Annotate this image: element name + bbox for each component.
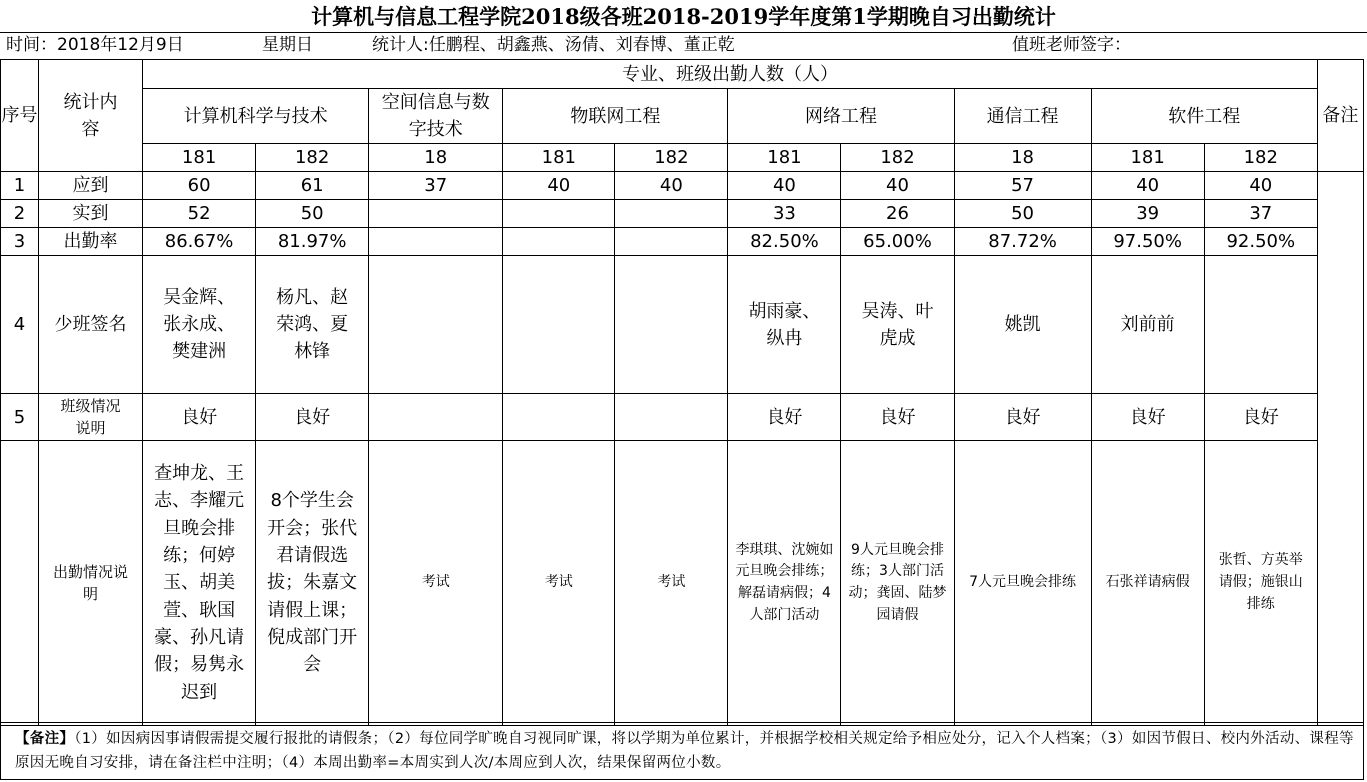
row-seq: 3 [1, 228, 39, 256]
teacher-signature-label: 值班老师签字： [1012, 35, 1131, 55]
row-label: 出勤情况说明 [39, 441, 143, 726]
footnote [0, 722, 1364, 780]
row-cell: 良好 [256, 394, 369, 441]
row-cell: 26 [841, 200, 954, 228]
row-seq: 5 [1, 394, 39, 441]
row-cell [369, 228, 503, 256]
row-cell: 50 [954, 200, 1091, 228]
footnote-text: （1）如因病因事请假需提交履行报批的请假条；（2）每位同学旷晚自习视同旷课，将以学期为单位累计，并根据学校相关规定给予相应处分，记入个人档案；（3）如因节假日、校内外活动、课程等原因无晚自习安排，请在备注栏中注明；（4）本周出勤率=本周实到人次/本周应到人次，结果保留两位小数。 [15, 731, 1354, 771]
major-header: 网络工程 [728, 89, 954, 144]
row-cell [615, 200, 728, 228]
content-header: 统计内容 [39, 60, 143, 172]
class-header: 181 [503, 144, 615, 172]
row-seq: 4 [1, 256, 39, 394]
row-cell: 81.97% [256, 228, 369, 256]
row-cell: 查坤龙、王志、李耀元旦晚会排练；何婷玉、胡美萱、耿国豪、孙凡请假；易隽永迟到 [143, 441, 256, 726]
table-row [1, 256, 1364, 394]
row-cell: 61 [256, 172, 369, 200]
row-label: 少班签名 [39, 256, 143, 394]
row-cell: 9人元旦晚会排练；3人部门活动；龚固、陆梦园请假 [841, 441, 954, 726]
attendance-table [0, 59, 1364, 726]
class-header: 181 [728, 144, 841, 172]
row-label: 班级情况说明 [39, 394, 143, 441]
row-cell: 胡雨豪、纵冉 [728, 256, 841, 394]
row-cell: 吴金辉、张永成、樊建洲 [143, 256, 256, 394]
row-cell: 8个学生会开会；张代君请假选拔；朱嘉文请假上课；倪成部门开会 [256, 441, 369, 726]
row-cell: 92.50% [1204, 228, 1317, 256]
group-header: 专业、班级出勤人数（人） [143, 60, 1318, 89]
weekday-label: 星期日 [262, 35, 313, 55]
row-cell: 40 [1091, 172, 1204, 200]
row-cell: 良好 [1204, 394, 1317, 441]
class-header: 182 [841, 144, 954, 172]
major-header: 计算机科学与技术 [143, 89, 369, 144]
footnote-label: 【备注】 [15, 731, 75, 747]
row-seq: 2 [1, 200, 39, 228]
row-cell: 考试 [615, 441, 728, 726]
row-seq: 1 [1, 172, 39, 200]
row-cell: 考试 [369, 441, 503, 726]
row-cell [369, 256, 503, 394]
row-cell: 张哲、方英举请假；施银山排练 [1204, 441, 1317, 726]
row-cell [503, 200, 615, 228]
row-cell: 40 [841, 172, 954, 200]
row-cell [615, 256, 728, 394]
row-cell: 82.50% [728, 228, 841, 256]
row-cell: 石张祥请病假 [1091, 441, 1204, 726]
row-cell: 60 [143, 172, 256, 200]
remark-header: 备注 [1317, 60, 1363, 172]
class-header: 182 [1204, 144, 1317, 172]
row-cell [369, 200, 503, 228]
class-header: 182 [256, 144, 369, 172]
row-cell: 良好 [728, 394, 841, 441]
row-cell: 33 [728, 200, 841, 228]
table-row [1, 228, 1364, 256]
row-cell: 良好 [954, 394, 1091, 441]
date-label: 时间：2018年12月9日 [6, 35, 184, 55]
row-cell [503, 394, 615, 441]
row-cell: 57 [954, 172, 1091, 200]
class-header: 18 [369, 144, 503, 172]
class-header: 182 [615, 144, 728, 172]
row-cell: 37 [369, 172, 503, 200]
row-cell: 40 [615, 172, 728, 200]
row-label: 应到 [39, 172, 143, 200]
row-cell: 姚凯 [954, 256, 1091, 394]
row-cell: 50 [256, 200, 369, 228]
class-header: 18 [954, 144, 1091, 172]
row-cell: 39 [1091, 200, 1204, 228]
row-cell [503, 228, 615, 256]
table-row [1, 172, 1364, 200]
row-cell: 37 [1204, 200, 1317, 228]
table-row [1, 200, 1364, 228]
seq-header: 序号 [1, 60, 39, 172]
row-cell [369, 394, 503, 441]
row-cell: 40 [1204, 172, 1317, 200]
row-cell: 97.50% [1091, 228, 1204, 256]
row-cell: 考试 [503, 441, 615, 726]
row-cell [615, 394, 728, 441]
row-cell [615, 228, 728, 256]
row-cell: 87.72% [954, 228, 1091, 256]
row-cell: 65.00% [841, 228, 954, 256]
major-header: 软件工程 [1091, 89, 1317, 144]
row-cell: 良好 [1091, 394, 1204, 441]
table-row [1, 394, 1364, 441]
class-header: 181 [143, 144, 256, 172]
row-cell [1204, 256, 1317, 394]
row-cell: 40 [728, 172, 841, 200]
major-header: 空间信息与数字技术 [369, 89, 503, 144]
major-header: 通信工程 [954, 89, 1091, 144]
row-seq [1, 441, 39, 726]
page-title: 计算机与信息工程学院2018级各班2018-2019学年度第1学期晚自习出勤统计 [0, 0, 1367, 33]
row-cell: 52 [143, 200, 256, 228]
row-cell: 86.67% [143, 228, 256, 256]
row-cell: 良好 [841, 394, 954, 441]
statisticians-label: 统计人:任鹏程、胡鑫燕、汤倩、刘春博、董正乾 [372, 35, 735, 55]
row-label: 出勤率 [39, 228, 143, 256]
row-cell [503, 256, 615, 394]
major-header: 物联网工程 [503, 89, 728, 144]
row-cell: 40 [503, 172, 615, 200]
table-row [1, 441, 1364, 726]
row-label: 实到 [39, 200, 143, 228]
row-cell: 吴涛、叶虎成 [841, 256, 954, 394]
row-cell: 李琪琪、沈婉如元旦晚会排练；解磊请病假；4人部门活动 [728, 441, 841, 726]
class-header: 181 [1091, 144, 1204, 172]
row-cell: 良好 [143, 394, 256, 441]
row-cell: 刘前前 [1091, 256, 1204, 394]
remark-cell [1317, 172, 1363, 726]
row-cell: 7人元旦晚会排练 [954, 441, 1091, 726]
row-cell: 杨凡、赵荣鸿、夏林锋 [256, 256, 369, 394]
